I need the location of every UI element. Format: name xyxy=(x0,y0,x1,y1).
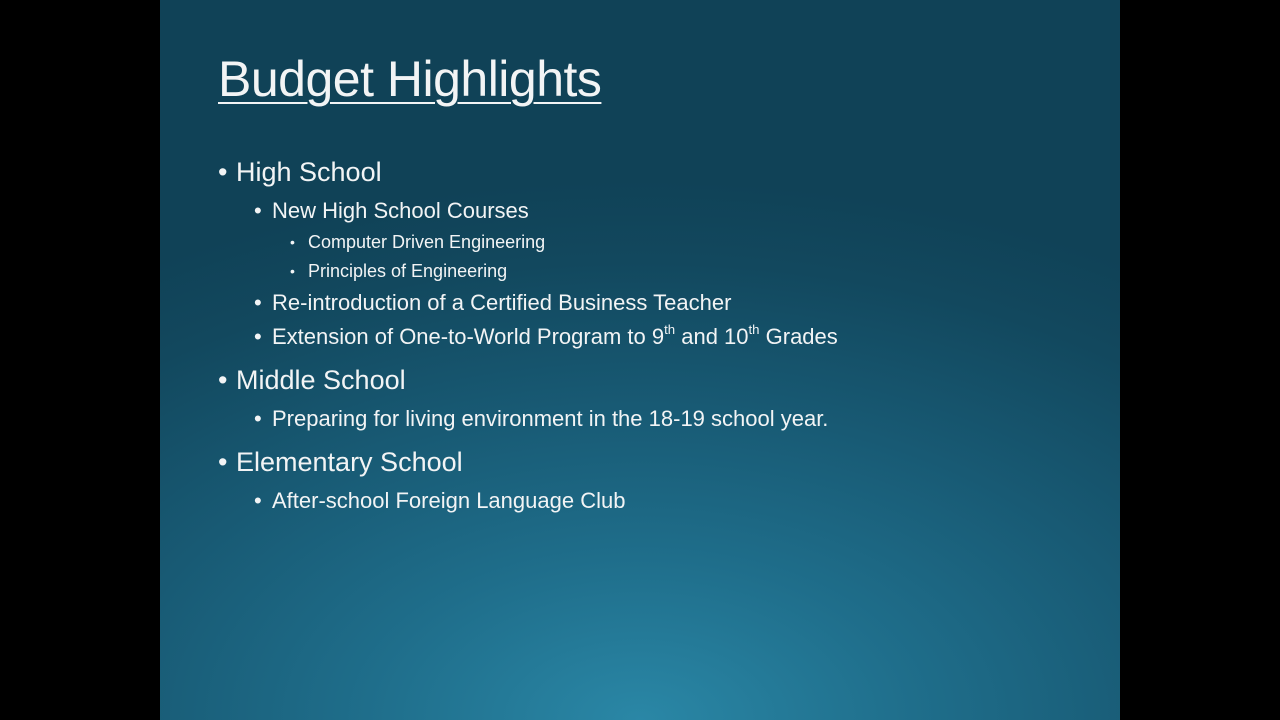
bullet-icon: • xyxy=(254,488,262,513)
bullet-icon: • xyxy=(218,447,228,477)
bullet-text: Re-introduction of a Certified Business Teacher xyxy=(272,290,732,315)
bullet-high-school xyxy=(218,150,1078,194)
bullet-text: New High School Courses xyxy=(272,198,529,223)
bullet-text: Middle School xyxy=(236,365,406,395)
bullet-icon: • xyxy=(254,290,262,315)
bullet-business-teacher xyxy=(218,286,1078,320)
bullet-middle-school xyxy=(218,358,1078,402)
bullet-text: Computer Driven Engineering xyxy=(308,232,546,252)
slide-title: Budget Highlights xyxy=(218,51,602,107)
bullet-icon: • xyxy=(290,263,295,279)
bullet-course-computer-driven-engineering xyxy=(218,228,1078,257)
bullet-text xyxy=(272,324,838,349)
bullet-elementary-school xyxy=(218,440,1078,484)
bullet-text: Principles of Engineering xyxy=(308,261,508,281)
bullet-text: After-school Foreign Language Club xyxy=(272,488,626,513)
bullet-text: High School xyxy=(236,157,382,187)
slide xyxy=(160,0,1120,720)
bullet-text: Preparing for living environment in the 18-19 school year. xyxy=(272,406,829,431)
text-part: and 10 xyxy=(675,324,749,349)
text-part: Extension of One-to-World Program to 9 xyxy=(272,324,665,349)
superscript: th xyxy=(748,322,760,338)
bullet-icon: • xyxy=(290,234,295,250)
bullet-icon: • xyxy=(254,406,262,431)
bullet-icon: • xyxy=(254,324,262,349)
bullet-icon: • xyxy=(254,198,262,223)
bullet-living-environment xyxy=(218,402,1078,436)
superscript: th xyxy=(664,322,676,338)
bullet-foreign-language-club xyxy=(218,484,1078,518)
text-part: Grades xyxy=(759,324,838,349)
bullet-list xyxy=(218,150,1078,518)
bullet-one-to-world xyxy=(218,320,1078,354)
bullet-course-principles-of-engineering xyxy=(218,257,1078,286)
bullet-icon: • xyxy=(218,157,228,187)
bullet-new-courses xyxy=(218,194,1078,228)
bullet-text: Elementary School xyxy=(236,447,463,477)
bullet-icon: • xyxy=(218,365,228,395)
